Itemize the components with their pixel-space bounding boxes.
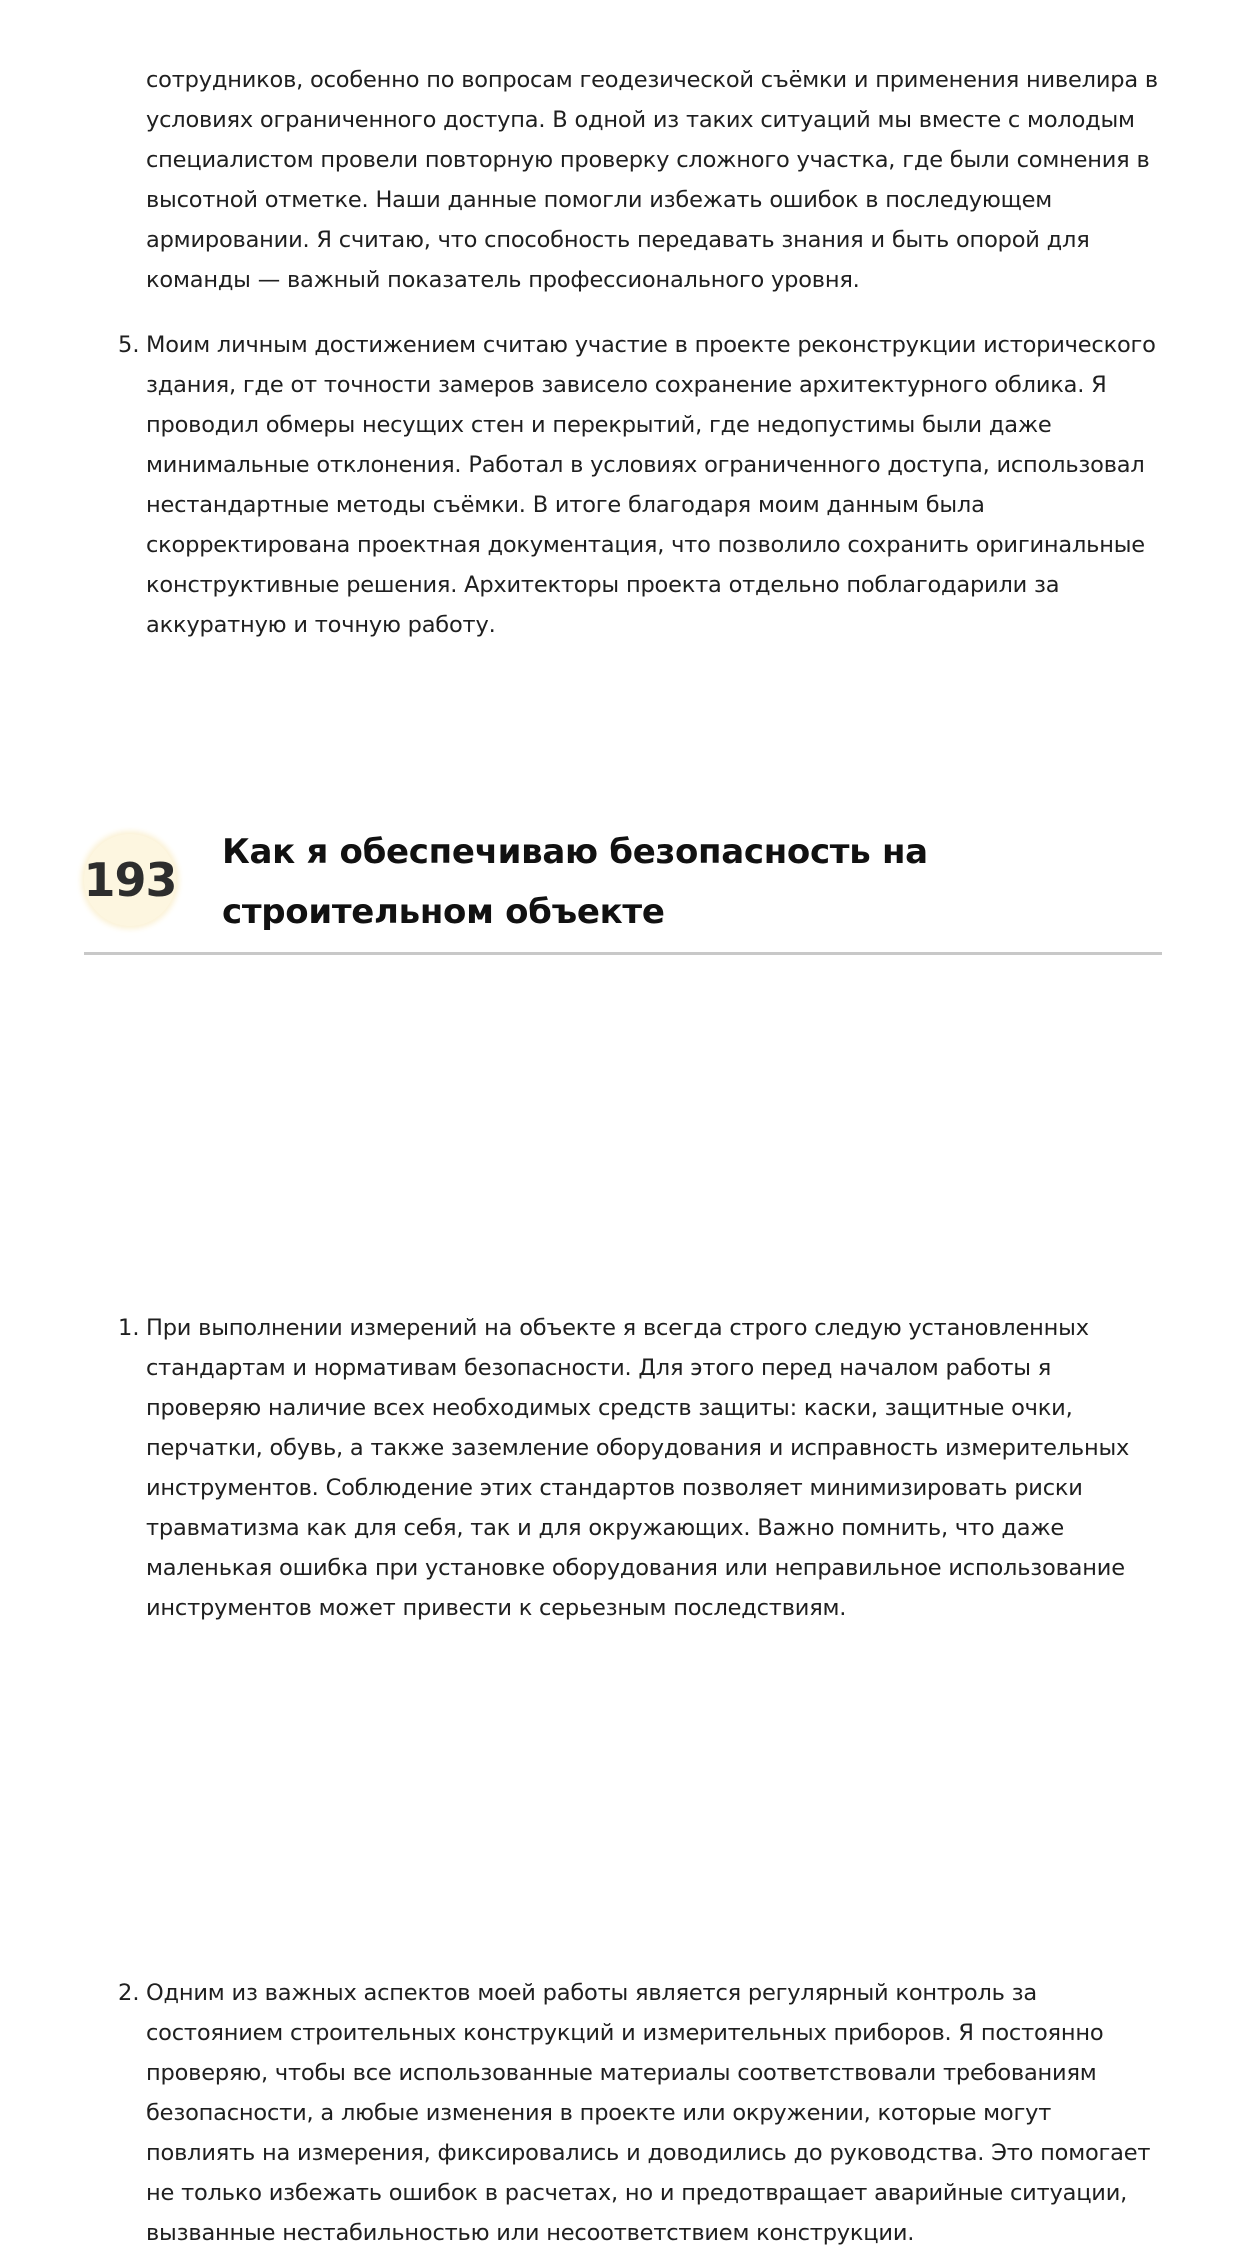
continued-paragraph: [146, 60, 1166, 300]
list-item-number: 1.: [118, 1315, 140, 1341]
list-item-2: [118, 1973, 1166, 2253]
list-item-5: [118, 325, 1166, 645]
section-number-badge: 193: [84, 834, 176, 926]
list-item-text: Моим личным достижением считаю участие в проекте реконструкции исторического здания, где от точности замеров зависело сохранение архитектурного облика. Я проводил обмеры несущих стен и перекрытий, где недопустимы были даже минимальные отклонения. Работал в условиях ограниченного доступа, использовал нестандартные методы съёмки. В итоге благодаря моим данным была скорректирована проектная документация, что позволило сохранить оригинальные конструктивные решения. Архитекторы проекта отдельно поблагодарили за аккуратную и точную работу.: [146, 332, 1156, 638]
list-item-number: 2.: [118, 1980, 140, 2006]
section-title: Как я обеспечиваю безопасность на строительном объекте: [222, 832, 928, 932]
list-item-1: [118, 1308, 1166, 1628]
list-item-text: Одним из важных аспектов моей работы является регулярный контроль за состоянием строительных конструкций и измерительных приборов. Я постоянно проверяю, чтобы все использованные материалы соответствовали требованиям безопасности, а любые изменения в проекте или окружении, которые могут повлиять на измерения, фиксировались и доводились до руководства. Это помогает не только избежать ошибок в расчетах, но и предотвращает аварийные ситуации, вызванные нестабильностью или несоответствием конструкции.: [146, 1980, 1151, 2246]
list-item-text: При выполнении измерений на объекте я всегда строго следую установленных стандартам и нормативам безопасности. Для этого перед началом работы я проверяю наличие всех необходимых средств защиты: каски, защитные очки, перчатки, обувь, а также заземление оборудования и исправность измерительных инструментов. Соблюдение этих стандартов позволяет минимизировать риски травматизма как для себя, так и для окружающих. Важно помнить, что даже маленькая ошибка при установке оборудования или неправильное использование инструментов может привести к серьезным последствиям.: [146, 1315, 1130, 1621]
section-header: [84, 820, 1162, 955]
list-item-number: 5.: [118, 332, 140, 358]
paragraph-text: сотрудников, особенно по вопросам геодезической съёмки и применения нивелира в условиях ограниченного доступа. В одной из таких ситуаций мы вместе с молодым специалистом провели повторную проверку сложного участка, где были сомнения в высотной отметке. Наши данные помогли избежать ошибок в последующем армировании. Я считаю, что способность передавать знания и быть опорой для команды — важный показатель профессионального уровня.: [146, 67, 1158, 293]
